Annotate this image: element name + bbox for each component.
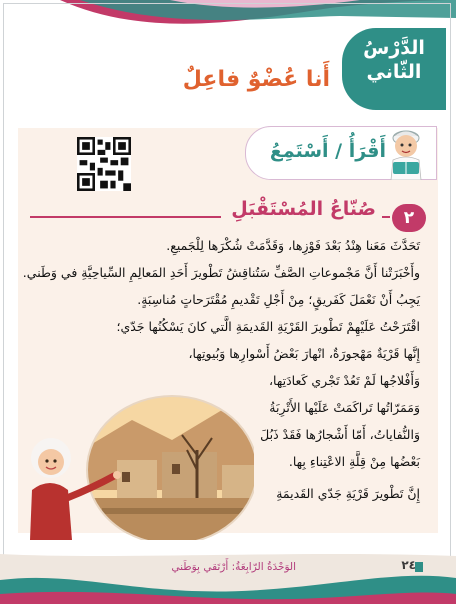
text-line-8: وَالنُّفاياتُ، أَمّا أَشْجارُها فَقَدْ ذَبُلَ bbox=[260, 427, 420, 442]
lesson-label-line1: الدَّرْسُ bbox=[363, 37, 425, 59]
read-listen-heading: أَقْرَأُ / أَسْتَمِعُ bbox=[269, 140, 386, 162]
text-line-1: تَحَدَّثَ مَعَنا هِنْدُ بَعْدَ فَوْزِها، وَقَدَّمَتْ شُكْرَها لِلْجَميعِ. bbox=[166, 238, 420, 253]
boy-reading-icon bbox=[383, 124, 429, 180]
page-number: ٢٤ bbox=[401, 558, 416, 572]
footer-marker bbox=[415, 562, 423, 572]
lesson-badge bbox=[342, 28, 446, 110]
text-line-6: وَأَفْلاجُها لَمْ تَعُدْ تَجْري كَعادَتِها، bbox=[268, 373, 420, 388]
text-line-10: إِنَّ تَطْويرَ قَرْيَةِ جَدّي القَديمَةِ bbox=[276, 486, 420, 501]
text-line-5: إِنَّها قَرْيَةٌ مَهْجورَةٌ، انْهارَ بَعْضُ أَسْوارِها وَبُيوتِها، bbox=[188, 346, 420, 361]
unit-footer-label: الوَحْدَةُ الرّابِعَةُ: أَرْتَقي بِوَطَني bbox=[171, 561, 296, 573]
text-line-9: بَعْضُها مِنْ قِلَّةِ الاعْتِناءِ بِها. bbox=[288, 454, 420, 469]
lesson-title: أَنا عُضْوٌ فاعِلٌ bbox=[182, 67, 330, 92]
text-line-2: وأَخْبَرَتْنا أَنَّ مَجْموعاتِ الصَّفِّ سَتُناقِشُ تَطْويرَ أَحَدِ المَعالِمِ السِّياحِيَّةِ في وَطَني. bbox=[22, 265, 420, 280]
section-title: صُنّاعُ المُسْتَقْبَلِ bbox=[221, 198, 382, 220]
lesson-label-line2: الثّاني bbox=[366, 61, 422, 83]
text-line-4: اقْتَرَحْتُ عَلَيْهِمْ تَطْويرَ القَرْيَةِ القَديمَةِ الَّتي كانَ يَسْكُنُها جَدّي؛ bbox=[116, 319, 420, 334]
village-illustration bbox=[22, 380, 254, 540]
qr-code-icon[interactable] bbox=[77, 137, 131, 191]
text-line-3: يَجِبُ أَنْ نَعْمَلَ كَفَريقٍ؛ مِنْ أَجْلِ تَقْديمِ مُقْتَرَحاتٍ مُناسِبَةٍ. bbox=[137, 292, 420, 307]
section-number-badge: ٢ bbox=[392, 204, 426, 232]
text-line-7: وَمَمَرّاتُها تَراكَمَتْ عَلَيْها الأَتْرِبَةُ bbox=[269, 400, 420, 415]
